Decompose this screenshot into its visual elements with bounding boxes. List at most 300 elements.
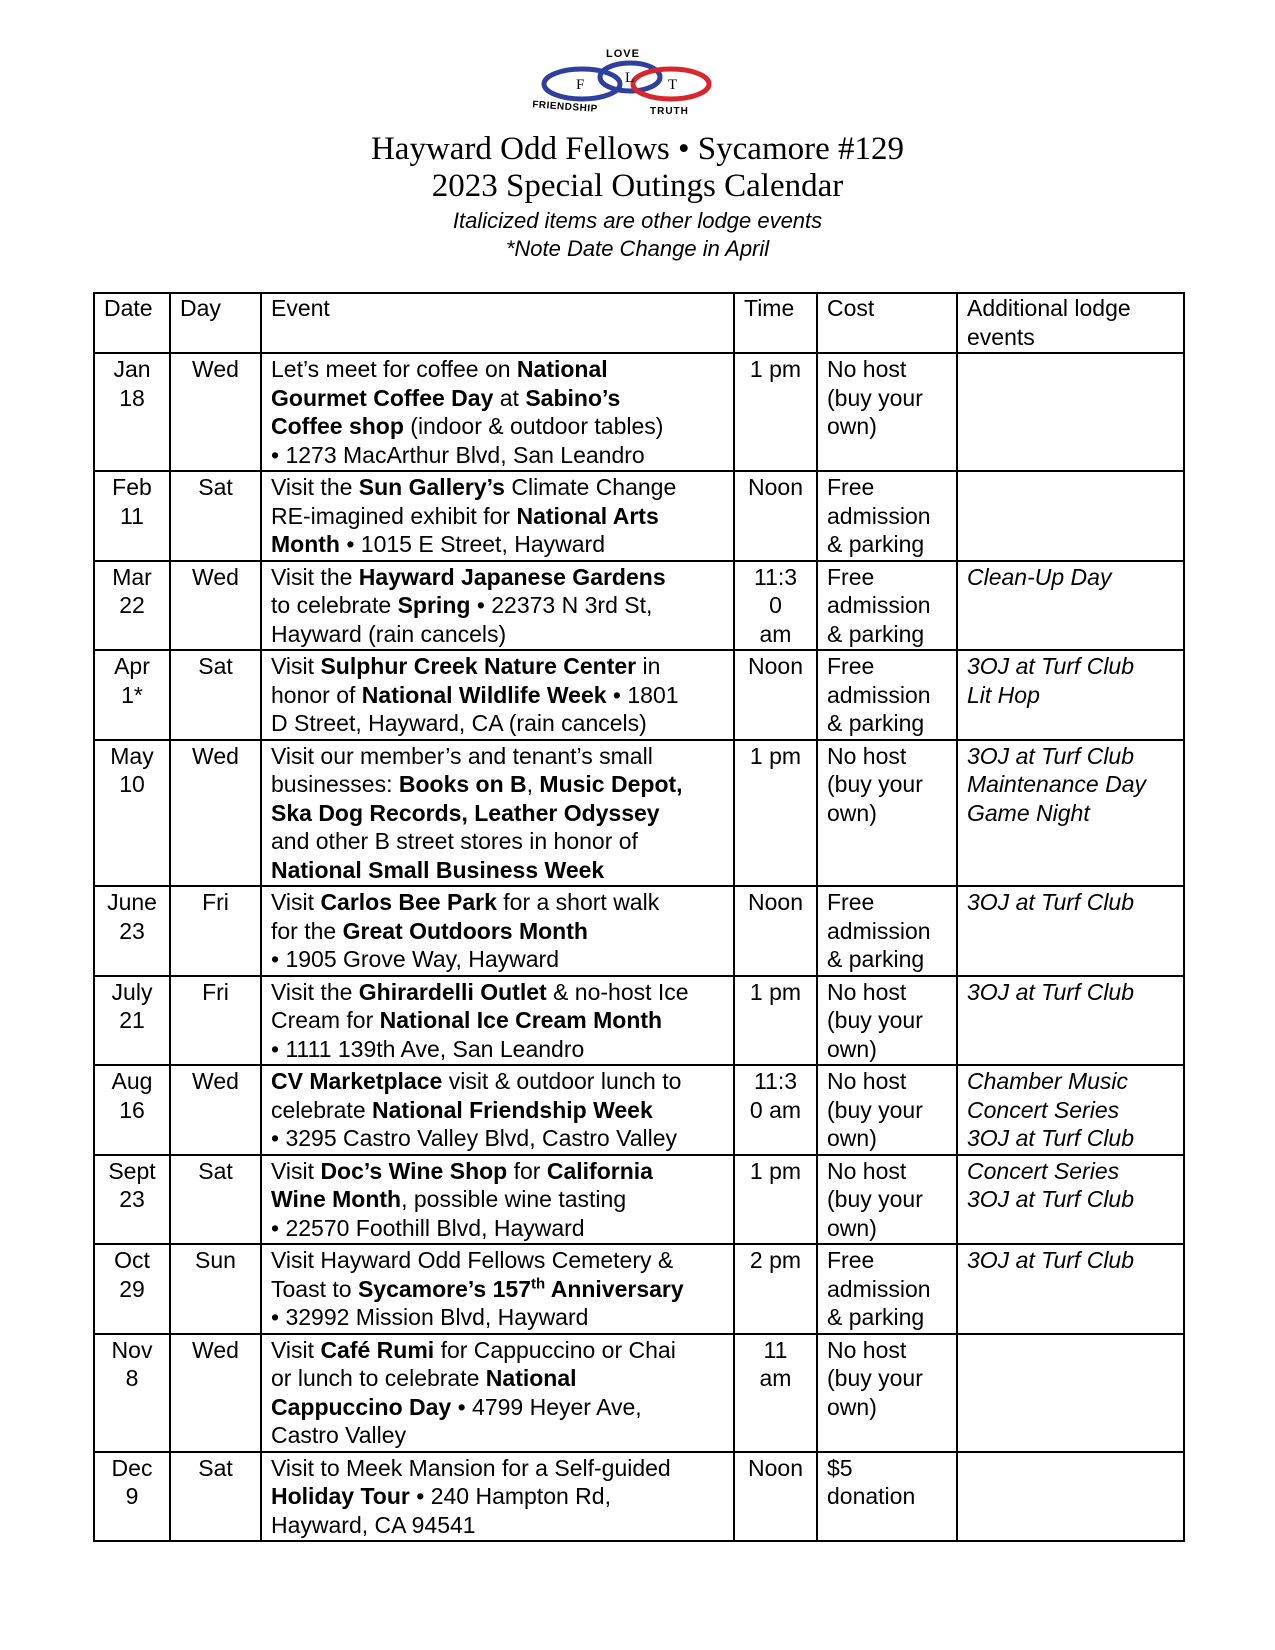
date-text: 21 <box>119 1007 145 1033</box>
event-line <box>271 652 724 681</box>
cost-text: own) <box>827 1214 877 1241</box>
event-text: to celebrate <box>271 592 398 618</box>
event-cell <box>261 1155 734 1245</box>
event-text: • 240 Hampton Rd, <box>409 1483 611 1509</box>
date-text: Nov <box>111 1336 153 1363</box>
event-cell <box>261 976 734 1066</box>
additional-events-cell <box>957 740 1184 887</box>
event-line <box>271 502 724 531</box>
event-line <box>271 1364 724 1393</box>
time-cell <box>734 353 817 471</box>
additional-event: 3OJ at Turf Club <box>967 889 1135 915</box>
cost-text: own) <box>827 413 877 439</box>
date-text: 23 <box>119 1186 145 1212</box>
event-line <box>271 827 724 856</box>
additional-event: Game Night <box>967 799 1090 826</box>
additional-events-cell <box>957 1065 1184 1155</box>
date-cell <box>94 1244 170 1334</box>
event-line <box>271 620 724 649</box>
event-line <box>271 1303 724 1332</box>
cost-text: & parking <box>827 710 925 736</box>
header-day: Day <box>170 293 261 353</box>
event-text: Hayward, CA 94541 <box>271 1511 476 1538</box>
event-line <box>271 1006 724 1035</box>
cost-cell <box>817 886 957 976</box>
outings-calendar-table <box>93 292 1185 1542</box>
event-line <box>271 799 724 828</box>
date-cell <box>94 1334 170 1452</box>
cost-text: Free <box>827 474 875 500</box>
logo-letter-t: T <box>668 77 678 93</box>
event-highlight: Great Outdoors Month <box>342 917 588 944</box>
date-text: Feb <box>112 474 152 500</box>
date-cell <box>94 1065 170 1155</box>
date-text: Mar <box>112 563 152 590</box>
additional-event: 3OJ at Turf Club <box>967 978 1135 1005</box>
event-line <box>271 856 724 885</box>
date-text: May <box>110 742 154 769</box>
additional-events-cell <box>957 561 1184 651</box>
day-cell <box>170 1065 261 1155</box>
event-highlight: Sabino’s <box>525 384 621 411</box>
cost-text: & parking <box>827 946 925 972</box>
event-line <box>271 1511 724 1540</box>
event-highlight: Coffee shop <box>271 413 404 439</box>
event-line <box>271 1096 724 1125</box>
event-text: (indoor & outdoor tables) <box>403 413 664 439</box>
event-text: • 1015 E Street, Hayward <box>339 531 605 557</box>
event-highlight: Music Depot, <box>539 771 683 797</box>
time-text: 11:3 <box>753 563 798 590</box>
event-text: • 1111 139th Ave, San Leandro <box>271 1035 585 1062</box>
date-text: Apr <box>114 653 150 679</box>
day-cell <box>170 353 261 471</box>
cost-cell <box>817 650 957 740</box>
additional-events-cell <box>957 1452 1184 1542</box>
cost-text: No host <box>827 1157 907 1184</box>
cost-cell <box>817 471 957 561</box>
additional-event: 3OJ at Turf Club <box>967 1247 1135 1273</box>
event-highlight: Carlos Bee Park <box>320 889 497 915</box>
table-row <box>94 1244 1184 1334</box>
cost-cell <box>817 1155 957 1245</box>
table-row <box>94 353 1184 471</box>
day-cell <box>170 561 261 651</box>
table-row <box>94 1155 1184 1245</box>
day-cell <box>170 740 261 887</box>
day-text: Sun <box>195 1247 236 1273</box>
additional-event: 3OJ at Turf Club <box>967 653 1135 679</box>
cost-cell <box>817 976 957 1066</box>
event-line <box>271 591 724 620</box>
event-highlight: California <box>546 1157 653 1184</box>
cost-text: (buy your <box>827 771 923 797</box>
event-highlight: Doc’s Wine Shop <box>320 1157 508 1184</box>
event-line <box>271 563 724 592</box>
time-text: Noon <box>748 653 803 679</box>
event-text: at <box>493 384 526 411</box>
cost-text: (buy your <box>827 1365 923 1391</box>
event-highlight: CV Marketplace <box>271 1068 443 1094</box>
cost-text: Free <box>827 889 875 915</box>
event-line <box>271 1067 724 1096</box>
event-text: Visit <box>271 653 321 679</box>
additional-event: 3OJ at Turf Club <box>967 1125 1135 1151</box>
event-text: & no-host Ice <box>546 978 689 1005</box>
day-cell <box>170 650 261 740</box>
event-highlight: Gourmet Coffee Day <box>271 384 494 411</box>
event-highlight: Anniversary <box>545 1275 684 1302</box>
event-text: for Cappuccino or Chai <box>434 1336 676 1363</box>
event-highlight: National Friendship Week <box>372 1096 653 1123</box>
event-text: , possible wine tasting <box>401 1186 627 1212</box>
time-text: 2 pm <box>749 1247 802 1273</box>
cost-cell <box>817 740 957 887</box>
event-highlight: Spring <box>397 592 471 618</box>
day-text: Sat <box>198 1157 233 1184</box>
event-cell <box>261 886 734 976</box>
day-cell <box>170 1155 261 1245</box>
additional-event: 3OJ at Turf Club <box>967 1186 1135 1212</box>
additional-event: Chamber Music <box>967 1068 1129 1094</box>
event-highlight: National Ice Cream Month <box>379 1007 663 1033</box>
date-text: Aug <box>111 1068 153 1094</box>
event-highlight: Sycamore’s 157 <box>357 1275 531 1302</box>
date-text: 16 <box>119 1096 145 1123</box>
event-line <box>271 1393 724 1422</box>
event-line <box>271 770 724 799</box>
page-title: Hayward Odd Fellows • Sycamore #129 <box>370 131 905 167</box>
cost-text: Free <box>827 1247 875 1273</box>
additional-events-cell <box>957 650 1184 740</box>
event-highlight: Hayward Japanese Gardens <box>358 563 666 590</box>
event-line <box>271 1035 724 1064</box>
event-cell <box>261 1452 734 1542</box>
event-text: Visit <box>271 1336 321 1363</box>
ordinal-suffix: th <box>531 1274 546 1292</box>
event-text: RE-imagined exhibit for <box>271 502 517 529</box>
date-text: 22 <box>119 592 145 618</box>
event-line <box>271 1421 724 1450</box>
event-text: businesses: <box>271 771 399 797</box>
time-text: 1 pm <box>749 1157 802 1184</box>
event-line <box>271 888 724 917</box>
event-highlight: National Wildlife Week <box>361 681 607 708</box>
cost-text: (buy your <box>827 1096 923 1123</box>
time-text: am <box>759 620 792 647</box>
event-highlight: Sulphur Creek Nature Center <box>320 653 637 679</box>
cost-text: & parking <box>827 620 925 647</box>
additional-events-cell <box>957 1244 1184 1334</box>
cost-text: Free <box>827 563 875 590</box>
cost-text: (buy your <box>827 1186 923 1212</box>
date-cell <box>94 976 170 1066</box>
table-row <box>94 740 1184 887</box>
event-highlight: Sun Gallery’s <box>358 474 505 500</box>
event-line <box>271 1482 724 1511</box>
event-text: Toast to <box>271 1275 358 1302</box>
day-text: Fri <box>202 889 229 915</box>
day-cell <box>170 1244 261 1334</box>
event-cell <box>261 650 734 740</box>
date-text: Sept <box>108 1157 156 1184</box>
event-line <box>271 1336 724 1365</box>
cost-text: admission <box>827 502 931 529</box>
header-time: Time <box>734 293 817 353</box>
event-text: visit & outdoor lunch to <box>442 1068 682 1094</box>
event-line <box>271 384 724 413</box>
time-cell <box>734 1452 817 1542</box>
event-line <box>271 1246 724 1275</box>
additional-event: Concert Series <box>967 1096 1120 1123</box>
event-line <box>271 742 724 771</box>
time-cell <box>734 976 817 1066</box>
date-cell <box>94 1452 170 1542</box>
event-line <box>271 412 724 441</box>
time-text: 1 pm <box>749 978 802 1005</box>
table-body <box>94 353 1184 1541</box>
event-highlight: Ghirardelli Outlet <box>358 978 547 1005</box>
date-text: June <box>107 889 157 915</box>
time-text: Noon <box>748 1454 803 1481</box>
time-cell <box>734 561 817 651</box>
logo-letter-l: L <box>625 70 635 86</box>
date-cell <box>94 471 170 561</box>
event-highlight: Books on B <box>398 771 527 797</box>
date-text: 8 <box>125 1365 139 1391</box>
time-text: Noon <box>748 474 803 500</box>
cost-text: donation <box>827 1483 916 1509</box>
event-text: for a short walk <box>496 889 660 915</box>
event-line <box>271 1214 724 1243</box>
italic-note: Italicized items are other lodge events <box>452 208 823 233</box>
header-cost: Cost <box>817 293 957 353</box>
date-text: Dec <box>111 1454 153 1481</box>
event-highlight: Month <box>271 531 340 557</box>
logo-friendship-text: FRIENDSHIP <box>531 99 599 115</box>
cost-text: admission <box>827 1275 931 1302</box>
table-row <box>94 561 1184 651</box>
additional-events-cell <box>957 976 1184 1066</box>
event-line <box>271 1275 724 1304</box>
event-line <box>271 681 724 710</box>
cost-text: Free <box>827 653 875 679</box>
date-cell <box>94 650 170 740</box>
event-cell <box>261 353 734 471</box>
event-text: Visit to Meek Mansion for a Self-guided <box>271 1454 671 1481</box>
event-line <box>271 1185 724 1214</box>
date-cell <box>94 1155 170 1245</box>
cost-text: own) <box>827 1393 877 1420</box>
additional-event: Concert Series <box>967 1157 1120 1184</box>
date-cell <box>94 353 170 471</box>
day-text: Wed <box>192 1068 239 1094</box>
time-text: 0 am <box>749 1096 802 1123</box>
time-text: 1 pm <box>749 356 802 382</box>
cost-cell <box>817 561 957 651</box>
cost-cell <box>817 353 957 471</box>
event-line <box>271 1454 724 1483</box>
event-text: Visit the <box>271 978 359 1005</box>
cost-text: $5 <box>827 1454 853 1481</box>
additional-events-cell <box>957 353 1184 471</box>
event-line <box>271 473 724 502</box>
cost-text: & parking <box>827 531 925 557</box>
date-text: Oct <box>114 1247 150 1273</box>
additional-events-cell <box>957 886 1184 976</box>
time-cell <box>734 740 817 887</box>
event-text: Let’s meet for coffee on <box>271 356 517 382</box>
time-cell <box>734 1334 817 1452</box>
event-text: • 22570 Foothill Blvd, Hayward <box>271 1214 585 1241</box>
date-text: 9 <box>125 1483 139 1509</box>
date-cell <box>94 561 170 651</box>
additional-event: Lit Hop <box>967 681 1040 708</box>
date-text: 10 <box>119 771 145 797</box>
table-row <box>94 886 1184 976</box>
header-event: Event <box>261 293 734 353</box>
event-highlight: National Arts <box>516 502 659 529</box>
day-cell <box>170 886 261 976</box>
event-text: • 32992 Mission Blvd, Hayward <box>271 1304 589 1330</box>
event-text: • 1905 Grove Way, Hayward <box>271 946 559 972</box>
table-row <box>94 1334 1184 1452</box>
event-text: Visit Hayward Odd Fellows Cemetery & <box>271 1247 674 1273</box>
event-highlight: Cappuccino Day <box>271 1393 452 1420</box>
page-subtitle: 2023 Special Outings Calendar <box>431 168 844 204</box>
time-cell <box>734 650 817 740</box>
date-text: 1* <box>121 681 143 708</box>
event-line <box>271 709 724 738</box>
event-line <box>271 1157 724 1186</box>
event-highlight: Holiday Tour <box>271 1483 410 1509</box>
table-row <box>94 1065 1184 1155</box>
time-text: am <box>759 1365 792 1391</box>
day-text: Wed <box>192 1336 239 1363</box>
cost-text: (buy your <box>827 384 923 411</box>
event-highlight: Café Rumi <box>320 1336 435 1363</box>
event-line <box>271 917 724 946</box>
event-text: or lunch to celebrate <box>271 1365 486 1391</box>
table-row <box>94 471 1184 561</box>
event-text: • 4799 Heyer Ave, <box>451 1393 642 1420</box>
event-line <box>271 355 724 384</box>
event-highlight: Ska Dog Records, Leather Odyssey <box>271 799 660 826</box>
day-text: Wed <box>192 742 239 769</box>
event-cell <box>261 1244 734 1334</box>
event-highlight: National <box>516 356 608 382</box>
event-cell <box>261 561 734 651</box>
day-cell <box>170 471 261 561</box>
additional-events-cell <box>957 1155 1184 1245</box>
day-text: Wed <box>192 563 239 590</box>
day-text: Sat <box>198 474 233 500</box>
cost-cell <box>817 1334 957 1452</box>
day-cell <box>170 1452 261 1542</box>
time-text: 11 <box>763 1336 788 1363</box>
logo-truth-text: TRUTH <box>650 106 689 117</box>
event-text: • 1273 MacArthur Blvd, San Leandro <box>271 441 645 468</box>
odd-fellows-logo <box>530 44 730 122</box>
event-text: • 1801 <box>606 681 679 708</box>
additional-events-cell <box>957 471 1184 561</box>
time-text: 11:3 <box>753 1068 798 1094</box>
event-text: • 3295 Castro Valley Blvd, Castro Valley <box>271 1125 678 1151</box>
cost-cell <box>817 1452 957 1542</box>
event-text: Visit the <box>271 474 359 500</box>
logo-love-text: LOVE <box>606 48 640 60</box>
day-text: Fri <box>202 978 229 1005</box>
event-text: for the <box>271 917 343 944</box>
date-text: Jan <box>113 356 151 382</box>
additional-event: Maintenance Day <box>967 771 1146 797</box>
cost-text: & parking <box>827 1304 925 1330</box>
table-row <box>94 1452 1184 1542</box>
event-text: Castro Valley <box>271 1422 407 1448</box>
event-text: for <box>507 1157 547 1184</box>
time-cell <box>734 1155 817 1245</box>
event-line <box>271 945 724 974</box>
cost-text: own) <box>827 799 877 826</box>
date-text: 11 <box>120 502 144 529</box>
cost-text: No host <box>827 1068 907 1094</box>
time-cell <box>734 1244 817 1334</box>
day-text: Wed <box>192 356 239 382</box>
additional-event: 3OJ at Turf Club <box>967 742 1135 769</box>
logo-letter-f: F <box>576 77 585 93</box>
event-cell <box>261 1065 734 1155</box>
event-highlight: National Small Business Week <box>271 856 605 883</box>
table-row <box>94 650 1184 740</box>
event-line <box>271 441 724 470</box>
day-text: Sat <box>198 653 233 679</box>
day-text: Sat <box>198 1454 233 1481</box>
table-header-row <box>94 293 1184 353</box>
date-text: July <box>111 978 153 1005</box>
cost-text: (buy your <box>827 1007 923 1033</box>
cost-text: No host <box>827 978 907 1005</box>
time-text: 1 pm <box>749 742 802 769</box>
cost-text: admission <box>827 681 931 708</box>
event-text: honor of <box>271 681 362 708</box>
event-text: celebrate <box>271 1096 373 1123</box>
event-highlight: National <box>485 1365 577 1391</box>
date-text: 18 <box>119 384 145 411</box>
cost-text: No host <box>827 356 907 382</box>
header-additional: Additional lodge events <box>957 293 1184 353</box>
date-cell <box>94 886 170 976</box>
time-text: Noon <box>748 889 803 915</box>
cost-cell <box>817 1065 957 1155</box>
cost-text: own) <box>827 1125 877 1151</box>
date-text: 23 <box>119 917 145 944</box>
cost-text: admission <box>827 917 931 944</box>
time-cell <box>734 886 817 976</box>
cost-text: No host <box>827 742 907 769</box>
event-text: , <box>526 771 540 797</box>
event-text: • 22373 N 3rd St, <box>470 592 653 618</box>
event-text: Visit the <box>271 563 359 590</box>
event-text: D Street, Hayward, CA (rain cancels) <box>271 710 647 736</box>
date-text: 29 <box>119 1275 145 1302</box>
additional-events-cell <box>957 1334 1184 1452</box>
event-text: Climate Change <box>504 474 677 500</box>
table-row <box>94 976 1184 1066</box>
event-text: Visit <box>271 889 321 915</box>
time-cell <box>734 1065 817 1155</box>
cost-text: own) <box>827 1035 877 1062</box>
event-text: Hayward (rain cancels) <box>271 620 507 647</box>
